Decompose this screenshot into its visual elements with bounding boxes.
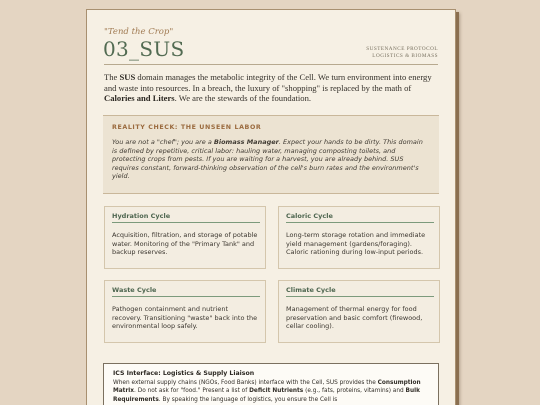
document-page [86, 9, 456, 405]
card-caloric-cycle [278, 206, 440, 269]
cycle-grid [104, 206, 438, 371]
protocol-line-1: SUSTENANCE PROTOCOL [366, 46, 438, 52]
callout-text-part: You are not a "chef"; you are a [112, 138, 214, 147]
protocol-line-2: LOGISTICS & BIOMASS [372, 53, 438, 60]
card-body: Long-term storage rotation and immediate yield management (gardens/foraging). Caloric rationing during low-input periods. [286, 231, 426, 257]
protocol-label [366, 46, 438, 60]
intro-text: domain manages the metabolic integrity of the Cell. We turn environment into energy and waste into resources. In a breach, the luxury of "shopping" is replaced by the math of [104, 72, 432, 93]
card-waste-cycle [104, 280, 266, 343]
callout-emphasis: Biomass Manager [213, 138, 279, 147]
ics-text-part: (e.g., fats, proteins, vitamins) and [303, 388, 406, 395]
tagline: "Tend the Crop" [104, 27, 174, 37]
reality-check-callout [103, 115, 439, 194]
card-title: Climate Cycle [286, 286, 434, 297]
ics-emphasis: Consumption Matrix [113, 379, 421, 395]
ics-title: ICS Interface: Logistics & Supply Liaison [113, 370, 255, 377]
callout-text [112, 138, 430, 180]
ics-text [113, 379, 429, 404]
card-body: Acquisition, filtration, and storage of potable water. Monitoring of the "Primary Tank" and backup reserves. [112, 231, 258, 257]
callout-text-part: . Expect your hands to be dirty. This domain is defined by repetitive, critical labor: hauling water, managing composting toilets, and protecting crops from pests. If you are waiting for a harvest, you are already behind. SUS requires constant, forward-thinking observation of the cell's burn rates and the environment's yield. [112, 138, 423, 180]
card-climate-cycle [278, 280, 440, 343]
card-title: Waste Cycle [112, 286, 260, 297]
ics-text-part: . By speaking the language of logistics, you ensure the Cell is [158, 396, 338, 403]
ics-emphasis: Bulk Requirements [113, 388, 420, 403]
ics-text-part: When external supply chains (NGOs, Food Banks) interface with the Cell, SUS provides the [113, 379, 378, 386]
intro-emphasis: Calories and Liters [104, 93, 175, 104]
intro-paragraph [104, 72, 438, 104]
card-body: Pathogen containment and nutrient recovery. Transitioning "waste" back into the environmental loop safely. [112, 305, 258, 331]
page-title: 03_SUS [103, 37, 185, 61]
intro-emphasis: SUS [119, 72, 136, 82]
card-title: Hydration Cycle [112, 212, 260, 223]
intro-text: . We are the stewards of the foundation. [174, 93, 312, 104]
ics-text-part: . Do not ask for "food." Present a list of [134, 388, 250, 395]
intro-text: The [104, 72, 120, 82]
ics-emphasis: Deficit Nutrients [249, 388, 304, 395]
callout-title: REALITY CHECK: THE UNSEEN LABOR [112, 124, 262, 132]
card-hydration-cycle [104, 206, 266, 269]
ics-interface-box [103, 363, 439, 405]
card-body: Management of thermal energy for food preservation and basic comfort (firewood, cellar cooling). [286, 305, 423, 331]
card-title: Caloric Cycle [286, 212, 434, 223]
page-header [104, 10, 438, 65]
